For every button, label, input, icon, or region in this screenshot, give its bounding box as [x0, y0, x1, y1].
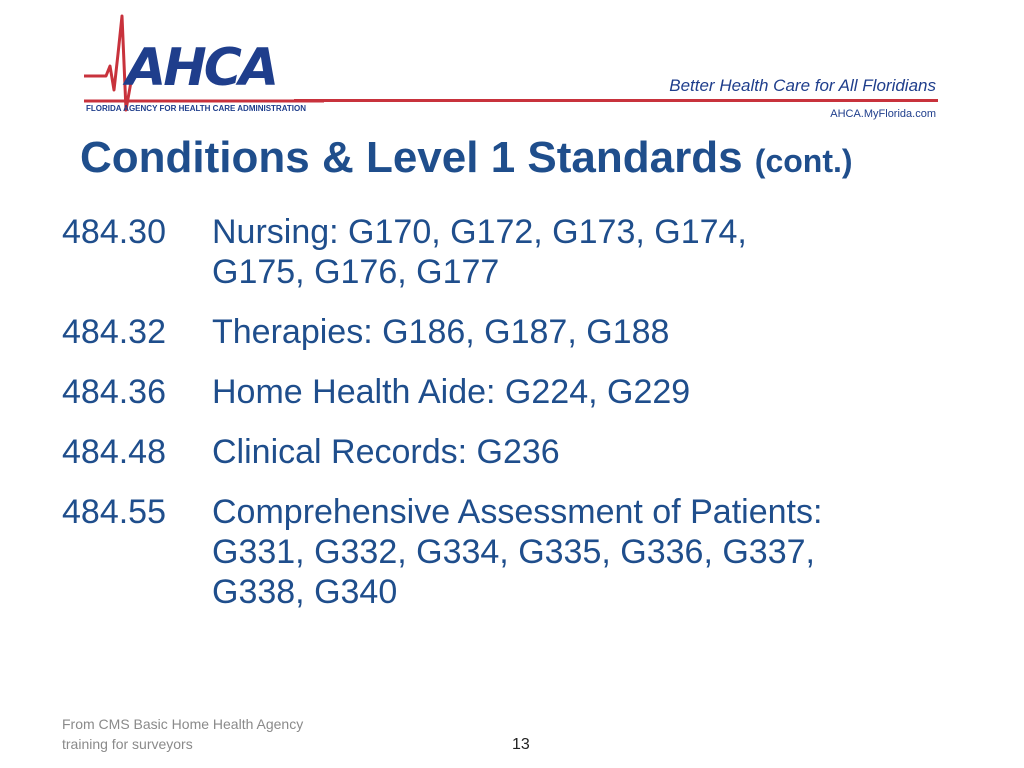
page-number: 13	[512, 736, 530, 753]
list-item	[62, 372, 982, 412]
logo-subtitle: FLORIDA AGENCY FOR HEALTH CARE ADMINISTRATION	[86, 104, 306, 113]
regulation-code: 484.30	[62, 213, 166, 251]
regulation-code: 484.55	[62, 493, 166, 531]
footnote-line: From CMS Basic Home Health Agency	[62, 716, 304, 732]
footnote-line: training for surveyors	[62, 736, 193, 752]
slide-title-main: Conditions & Level 1 Standards	[80, 133, 743, 182]
header-divider	[294, 99, 938, 102]
standards-list	[62, 212, 982, 632]
regulation-description	[212, 432, 982, 472]
list-item	[62, 492, 982, 612]
tagline: Better Health Care for All Floridians	[669, 76, 936, 95]
regulation-description	[212, 492, 982, 612]
description-line: G175, G176, G177	[212, 253, 500, 291]
regulation-code: 484.48	[62, 433, 166, 471]
slide-title-suffix: (cont.)	[754, 143, 853, 179]
description-line: G331, G332, G334, G335, G336, G337,	[212, 533, 815, 571]
slide-title	[80, 130, 960, 189]
list-item	[62, 212, 982, 292]
description-line: Comprehensive Assessment of Patients:	[212, 493, 823, 531]
description-line: Clinical Records: G236	[212, 433, 560, 471]
website-link[interactable]: AHCA.MyFlorida.com	[830, 108, 936, 120]
regulation-description	[212, 372, 982, 412]
source-footnote	[62, 714, 382, 754]
regulation-description	[212, 212, 982, 292]
description-line: Nursing: G170, G172, G173, G174,	[212, 213, 747, 251]
list-item	[62, 312, 982, 352]
regulation-code: 484.36	[62, 373, 166, 411]
list-item	[62, 432, 982, 472]
description-line: Therapies: G186, G187, G188	[212, 313, 670, 351]
regulation-code: 484.32	[62, 313, 166, 351]
description-line: G338, G340	[212, 573, 398, 611]
regulation-description	[212, 312, 982, 352]
logo-wordmark: AHCA	[126, 38, 277, 98]
description-line: Home Health Aide: G224, G229	[212, 373, 691, 411]
